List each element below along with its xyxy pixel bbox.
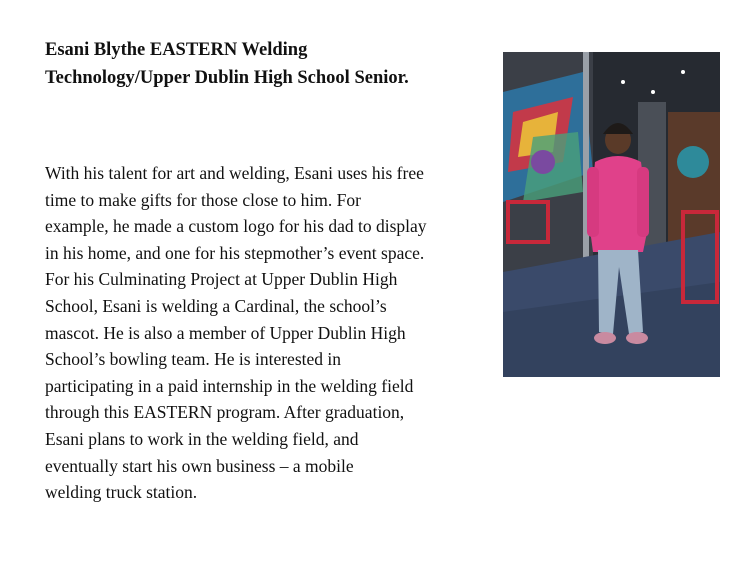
- bio-line: through this EASTERN program. After graduation,: [45, 402, 405, 423]
- bio-line: welding truck station.: [45, 482, 198, 503]
- title-line-1: Esani Blythe EASTERN Welding: [45, 40, 308, 60]
- bio-line: eventually start his own business – a mobile: [45, 455, 354, 476]
- bio-line: Esani plans to work in the welding field, and: [45, 428, 359, 449]
- page-title: [45, 36, 485, 92]
- student-photo: [503, 52, 720, 377]
- bio-line: For his Culminating Project at Upper Dublin High: [45, 269, 398, 290]
- bio-line: time to make gifts for those close to him. For: [45, 189, 361, 210]
- bio-line: School’s bowling team. He is interested in: [45, 349, 341, 370]
- bio-line: School, Esani is welding a Cardinal, the school’s: [45, 295, 387, 316]
- bio-line: mascot. He is also a member of Upper Dublin High: [45, 322, 406, 343]
- student-photo-illustration: [503, 52, 720, 377]
- bio-line: participating in a paid internship in the welding field: [45, 375, 414, 396]
- title-line-2: Technology/Upper Dublin High School Senior.: [45, 68, 409, 88]
- bio-line: With his talent for art and welding, Esani uses his free: [45, 163, 424, 183]
- bio-paragraph: [45, 160, 495, 506]
- bio-line: in his home, and one for his stepmother’s event space.: [45, 242, 425, 263]
- bio-line: example, he made a custom logo for his dad to display: [45, 216, 427, 237]
